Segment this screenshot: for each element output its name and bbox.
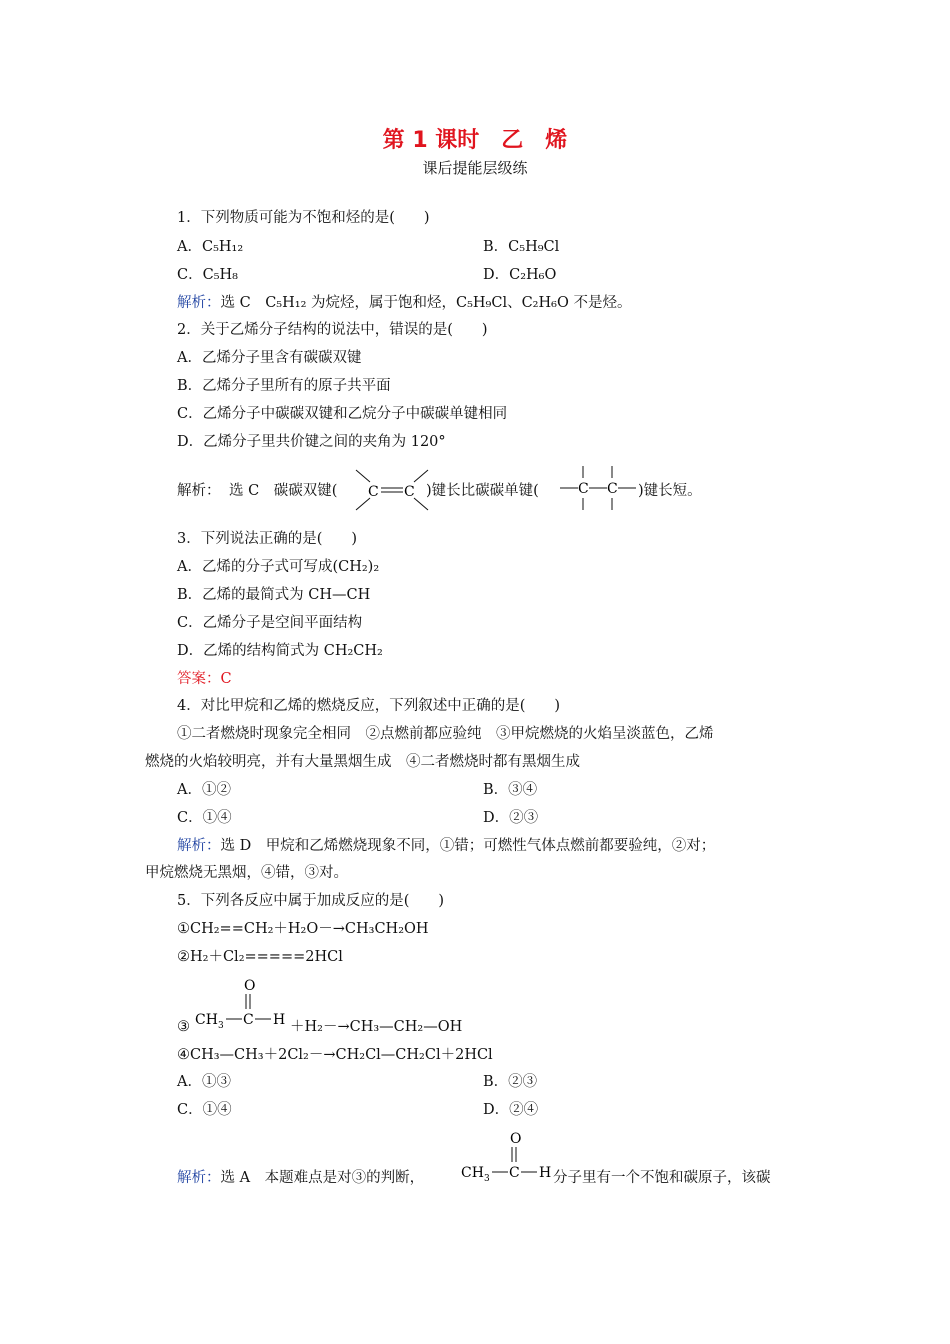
q5-option-d: D．②④ bbox=[483, 1102, 539, 1118]
q2-option-b: B．乙烯分子里所有的原子共平面 bbox=[177, 378, 391, 394]
acetaldehyde-structure-inline bbox=[460, 1126, 556, 1186]
q3-option-b: B．乙烯的最简式为 CH—CH bbox=[177, 587, 371, 603]
q1-analysis: 选 C C₅H₁₂ 为烷烃，属于饱和烃，C₅H₉Cl、C₂H₆O 不是烃。 bbox=[220, 295, 632, 311]
methyl-group: CH bbox=[461, 1165, 484, 1181]
q2-analysis-label: 解析： bbox=[177, 483, 221, 499]
q4-option-b: B．③④ bbox=[483, 782, 538, 798]
q1-option-b: B．C₅H₉Cl bbox=[483, 239, 560, 255]
q4-stem: 4．对比甲烷和乙烯的燃烧反应，下列叙述中正确的是( ) bbox=[177, 698, 561, 714]
double-bond-structure bbox=[350, 466, 434, 514]
q2-analysis-part1: 选 C 碳碳双键( bbox=[229, 483, 338, 499]
q3-option-a: A．乙烯的分子式可写成(CH₂)₂ bbox=[177, 559, 380, 575]
q5-option-a: A．①③ bbox=[177, 1074, 231, 1090]
carbon-atom: C bbox=[578, 481, 589, 497]
q3-option-d: D．乙烯的结构简式为 CH₂CH₂ bbox=[177, 643, 383, 659]
oxygen-atom: O bbox=[244, 978, 256, 994]
q4-analysis-line1 bbox=[177, 836, 715, 856]
q5-stem: 5．下列各反应中属于加成反应的是( ) bbox=[177, 893, 445, 909]
methyl-group: CH bbox=[195, 1012, 218, 1028]
single-bond-structure bbox=[556, 462, 646, 514]
page-subtitle: 课后提能层级练 bbox=[422, 159, 528, 177]
q4-analysis-1: 选 D 甲烷和乙烯燃烧现象不同，①错；可燃性气体点燃前都要验纯，②对； bbox=[220, 838, 716, 854]
q1-option-d: D．C₂H₆O bbox=[483, 267, 557, 283]
q5-analysis-2: 分子里有一个不饱和碳原子，该碳 bbox=[553, 1170, 771, 1186]
q4-text-line1: ①二者燃烧时现象完全相同 ②点燃前都应验纯 ③甲烷燃烧的火焰呈淡蓝色，乙烯 bbox=[177, 726, 714, 742]
svg-text:3: 3 bbox=[484, 1174, 490, 1184]
carbon-atom: C bbox=[404, 484, 415, 500]
q4-analysis-line2: 甲烷燃烧无黑烟，④错，③对。 bbox=[145, 865, 348, 881]
q5-reaction-3-prefix: ③ bbox=[177, 1019, 190, 1035]
page-title: 第 1 课时 乙 烯 bbox=[382, 128, 568, 153]
q2-analysis-part2: )键长比碳碳单键( bbox=[426, 483, 539, 499]
q5-reaction-3: ＋H₂－→CH₃—CH₂—OH bbox=[290, 1019, 463, 1035]
q2-stem: 2．关于乙烯分子结构的说法中，错误的是( ) bbox=[177, 322, 488, 338]
q4-option-d: D．②③ bbox=[483, 810, 539, 826]
oxygen-atom: O bbox=[510, 1131, 522, 1147]
carbon-atom: C bbox=[368, 484, 379, 500]
q1-stem: 1．下列物质可能为不饱和烃的是( ) bbox=[177, 210, 430, 226]
q4-option-a: A．①② bbox=[177, 782, 231, 798]
q2-option-a: A．乙烯分子里含有碳碳双键 bbox=[177, 350, 362, 366]
q5-option-c: C．①④ bbox=[177, 1102, 232, 1118]
analysis-label: 解析： bbox=[177, 1170, 221, 1186]
q4-text-line2: 燃烧的火焰较明亮，并有大量黑烟生成 ④二者燃烧时都有黑烟生成 bbox=[145, 754, 580, 770]
analysis-label: 解析： bbox=[177, 838, 221, 854]
analysis-label: 解析： bbox=[177, 295, 221, 311]
q1-option-a: A．C₅H₁₂ bbox=[177, 239, 244, 255]
svg-text:3: 3 bbox=[218, 1021, 224, 1031]
q2-option-d: D．乙烯分子里共价键之间的夹角为 120° bbox=[177, 434, 446, 450]
carbon-atom: C bbox=[607, 481, 618, 497]
q5-analysis-line bbox=[177, 1168, 424, 1188]
q2-analysis-part3: )键长短。 bbox=[638, 483, 702, 499]
hydrogen-atom: H bbox=[273, 1012, 286, 1028]
hydrogen-atom: H bbox=[539, 1165, 552, 1181]
carbon-atom: C bbox=[509, 1165, 520, 1181]
q4-option-c: C．①④ bbox=[177, 810, 232, 826]
q5-analysis-1: 选 A 本题难点是对③的判断， bbox=[220, 1170, 425, 1186]
q5-reaction-1: ①CH₂==CH₂＋H₂O－→CH₃CH₂OH bbox=[177, 921, 429, 937]
q5-reaction-4: ④CH₃—CH₃＋2Cl₂－→CH₂Cl—CH₂Cl＋2HCl bbox=[177, 1047, 493, 1063]
q3-option-c: C．乙烯分子是空间平面结构 bbox=[177, 615, 363, 631]
q1-option-c: C．C₅H₈ bbox=[177, 267, 238, 283]
carbon-atom: C bbox=[243, 1012, 254, 1028]
q1-analysis-line bbox=[177, 293, 631, 313]
q3-stem: 3．下列说法正确的是( ) bbox=[177, 531, 358, 547]
acetaldehyde-structure bbox=[193, 975, 293, 1031]
q3-answer: 答案：C bbox=[177, 671, 232, 687]
q2-option-c: C．乙烯分子中碳碳双键和乙烷分子中碳碳单键相同 bbox=[177, 406, 508, 422]
q5-option-b: B．②③ bbox=[483, 1074, 538, 1090]
q5-reaction-2: ②H₂＋Cl₂=====2HCl bbox=[177, 949, 343, 965]
